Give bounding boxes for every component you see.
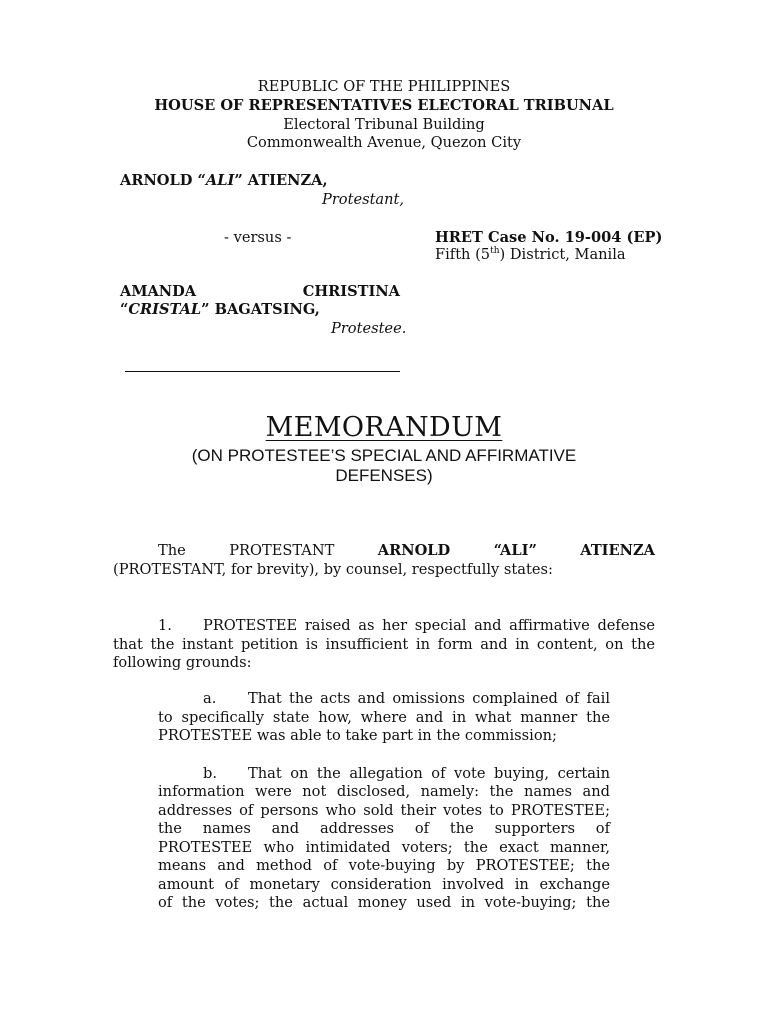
intro-word-arnold: ARNOLD [377,542,451,559]
district-label [435,246,626,265]
intro-line1 [158,542,655,561]
item-b-line4: the names and addresses of the supporters of [158,820,610,837]
item-a-line2: to specifically state how, where and in what manner the [158,709,610,726]
versus-label: - versus - [224,229,292,246]
protestee-alias-close: ” BAGATSING, [201,301,320,318]
item-b-line6: means and method of vote-buying by PROTESTEE; the [158,857,610,874]
intro-word-protestant: PROTESTANT [229,542,335,559]
memorandum-title: MEMORANDUM [265,412,503,443]
para1-line1: PROTESTEE raised as her special and affirmative defense [203,617,655,634]
para1-line3: following grounds: [113,654,252,671]
protestant-name [120,172,328,191]
para1-line2: that the instant petition is insufficient in form and in content, on the [113,636,655,653]
caption-divider [125,371,400,372]
protestant-name-post: ” ATIENZA, [234,172,328,189]
intro-word-the: The [158,542,186,559]
protestee-alias-open: “ [120,301,129,318]
header-address: Commonwealth Avenue, Quezon City [246,134,522,151]
para1-number: 1. [158,617,172,634]
memorandum-subtitle-line1: (ON PROTESTEE’S SPECIAL AND AFFIRMATIVE [191,446,577,465]
item-a-label: a. [203,690,217,707]
intro-line2: (PROTESTANT, for brevity), by counsel, respectfully states: [113,561,553,578]
item-b-line2: information were not disclosed, namely: the names and [158,783,610,800]
item-b-line3: addresses of persons who sold their votes to PROTESTEE; [158,802,610,819]
protestee-role: Protestee. [331,320,407,337]
protestant-name-pre: ARNOLD “ [120,172,206,189]
header-building: Electoral Tribunal Building [283,116,485,133]
intro-word-atienza: ATIENZA [580,542,655,559]
protestee-name-line2 [120,301,320,320]
item-b-line1: That on the allegation of vote buying, certain [248,765,610,782]
protestee-alias: CRISTAL [128,301,202,318]
item-b-line8: of the votes; the actual money used in vote-buying; the [158,894,610,911]
case-number: HRET Case No. 19-004 (EP) [435,229,663,246]
district-post: ) District, Manila [499,246,626,263]
header-republic: REPUBLIC OF THE PHILIPPINES [257,78,511,95]
item-a-line3: PROTESTEE was able to take part in the commission; [158,727,557,744]
protestant-role: Protestant, [322,191,405,208]
district-pre: Fifth (5 [435,246,491,263]
item-b-line7: amount of monetary consideration involved in exchange [158,876,610,893]
item-b-line5: PROTESTEE who intimidated voters; the exact manner, [158,839,610,856]
intro-word-ali: “ALI” [493,542,537,559]
protestee-name-line1: AMANDA CHRISTINA [120,283,400,300]
item-b-label: b. [203,765,217,782]
item-a-line1: That the acts and omissions complained of fail [248,690,610,707]
header-tribunal: HOUSE OF REPRESENTATIVES ELECTORAL TRIBUNAL [154,97,614,114]
protestant-alias: ALI [205,172,235,189]
memorandum-subtitle-line2: DEFENSES) [335,466,433,485]
district-sup: th [490,246,500,257]
